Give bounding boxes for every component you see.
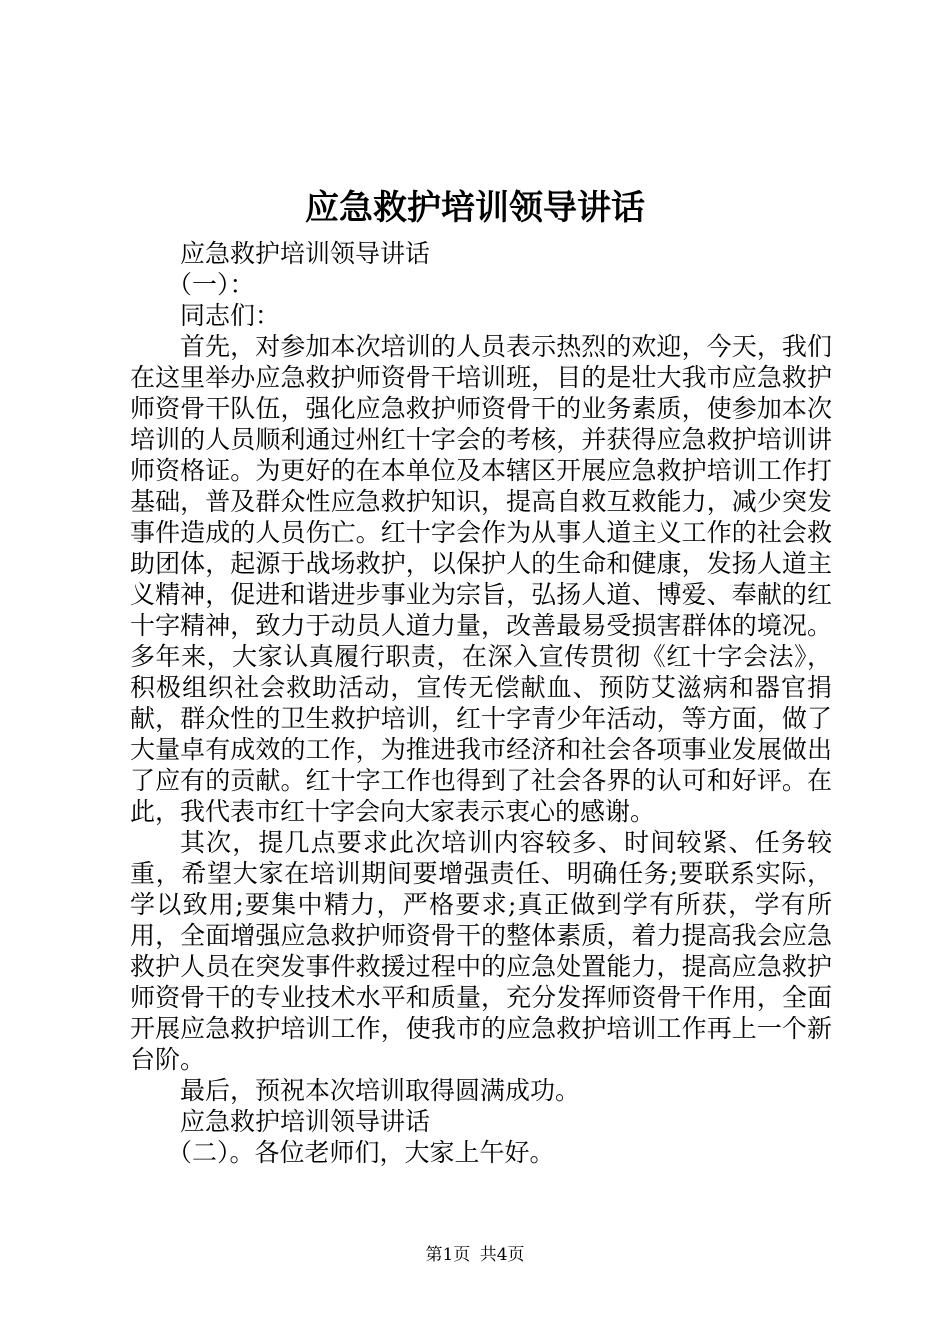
page-number: 第1页 bbox=[425, 1245, 471, 1265]
page-footer bbox=[0, 1244, 950, 1266]
paragraph-subtitle-repeat: 应急救护培训领导讲话 bbox=[180, 1107, 431, 1136]
paragraph-final: 最后，预祝本次培训取得圆满成功。 bbox=[180, 1076, 581, 1105]
paragraph-salutation: 同志们： bbox=[180, 301, 281, 330]
document-body bbox=[130, 238, 832, 1168]
page-total: 共4页 bbox=[479, 1245, 525, 1265]
document-title: 应急救护培训领导讲话 bbox=[305, 188, 645, 228]
paragraph-section-two: （二）。各位老师们，大家上午好。 bbox=[167, 1138, 555, 1167]
paragraph-section-one: （一）： bbox=[167, 270, 255, 299]
paragraph-second: 其次，提几点要求此次培训内容较多、时间较紧、任务较重，希望大家在培训期间要增强责任、明确任务;要联系实际，学以致用;要集中精力，严格要求;真正做到学有所获，学有所用，全面增强应急救护师资骨干的整体素质，着力提高我会应急救护人员在突发事件救援过程中的应急处置能力，提高应急救护师资骨干的专业技术水平和质量，充分发挥师资骨干作用，全面开展应急救护培训工作，使我市的应急救护培训工作再上一个新台阶。 bbox=[130, 828, 832, 1074]
paragraph-first: 首先，对参加本次培训的人员表示热烈的欢迎，今天，我们在这里举办应急救护师资骨干培训班，目的是壮大我市应急救护师资骨干队伍，强化应急救护师资骨干的业务素质，使参加本次培训的人员顺利通过州红十字会的考核，并获得应急救护培训讲师资格证。为更好的在本单位及本辖区开展应急救护培训工作打基础，普及群众性应急救护知识，提高自救互救能力，减少突发事件造成的人员伤亡。红十字会作为从事人道主义工作的社会救助团体，起源于战场救护，以保护人的生命和健康，发扬人道主义精神，促进和谐进步事业为宗旨，弘扬人道、博爱、奉献的红十字精神，致力于动员人道力量，改善最易受损害群体的境况。多年来，大家认真履行职责，在深入宣传贯彻《红十字会法》，积极组织社会救助活动，宣传无偿献血、预防艾滋病和器官捐献，群众性的卫生救护培训，红十字青少年活动，等方面，做了大量卓有成效的工作，为推进我市经济和社会各项事业发展做出了应有的贡献。红十字工作也得到了社会各界的认可和好评。在此，我代表市红十字会向大家表示衷心的感谢。 bbox=[130, 332, 832, 826]
paragraph-subtitle: 应急救护培训领导讲话 bbox=[180, 239, 431, 268]
